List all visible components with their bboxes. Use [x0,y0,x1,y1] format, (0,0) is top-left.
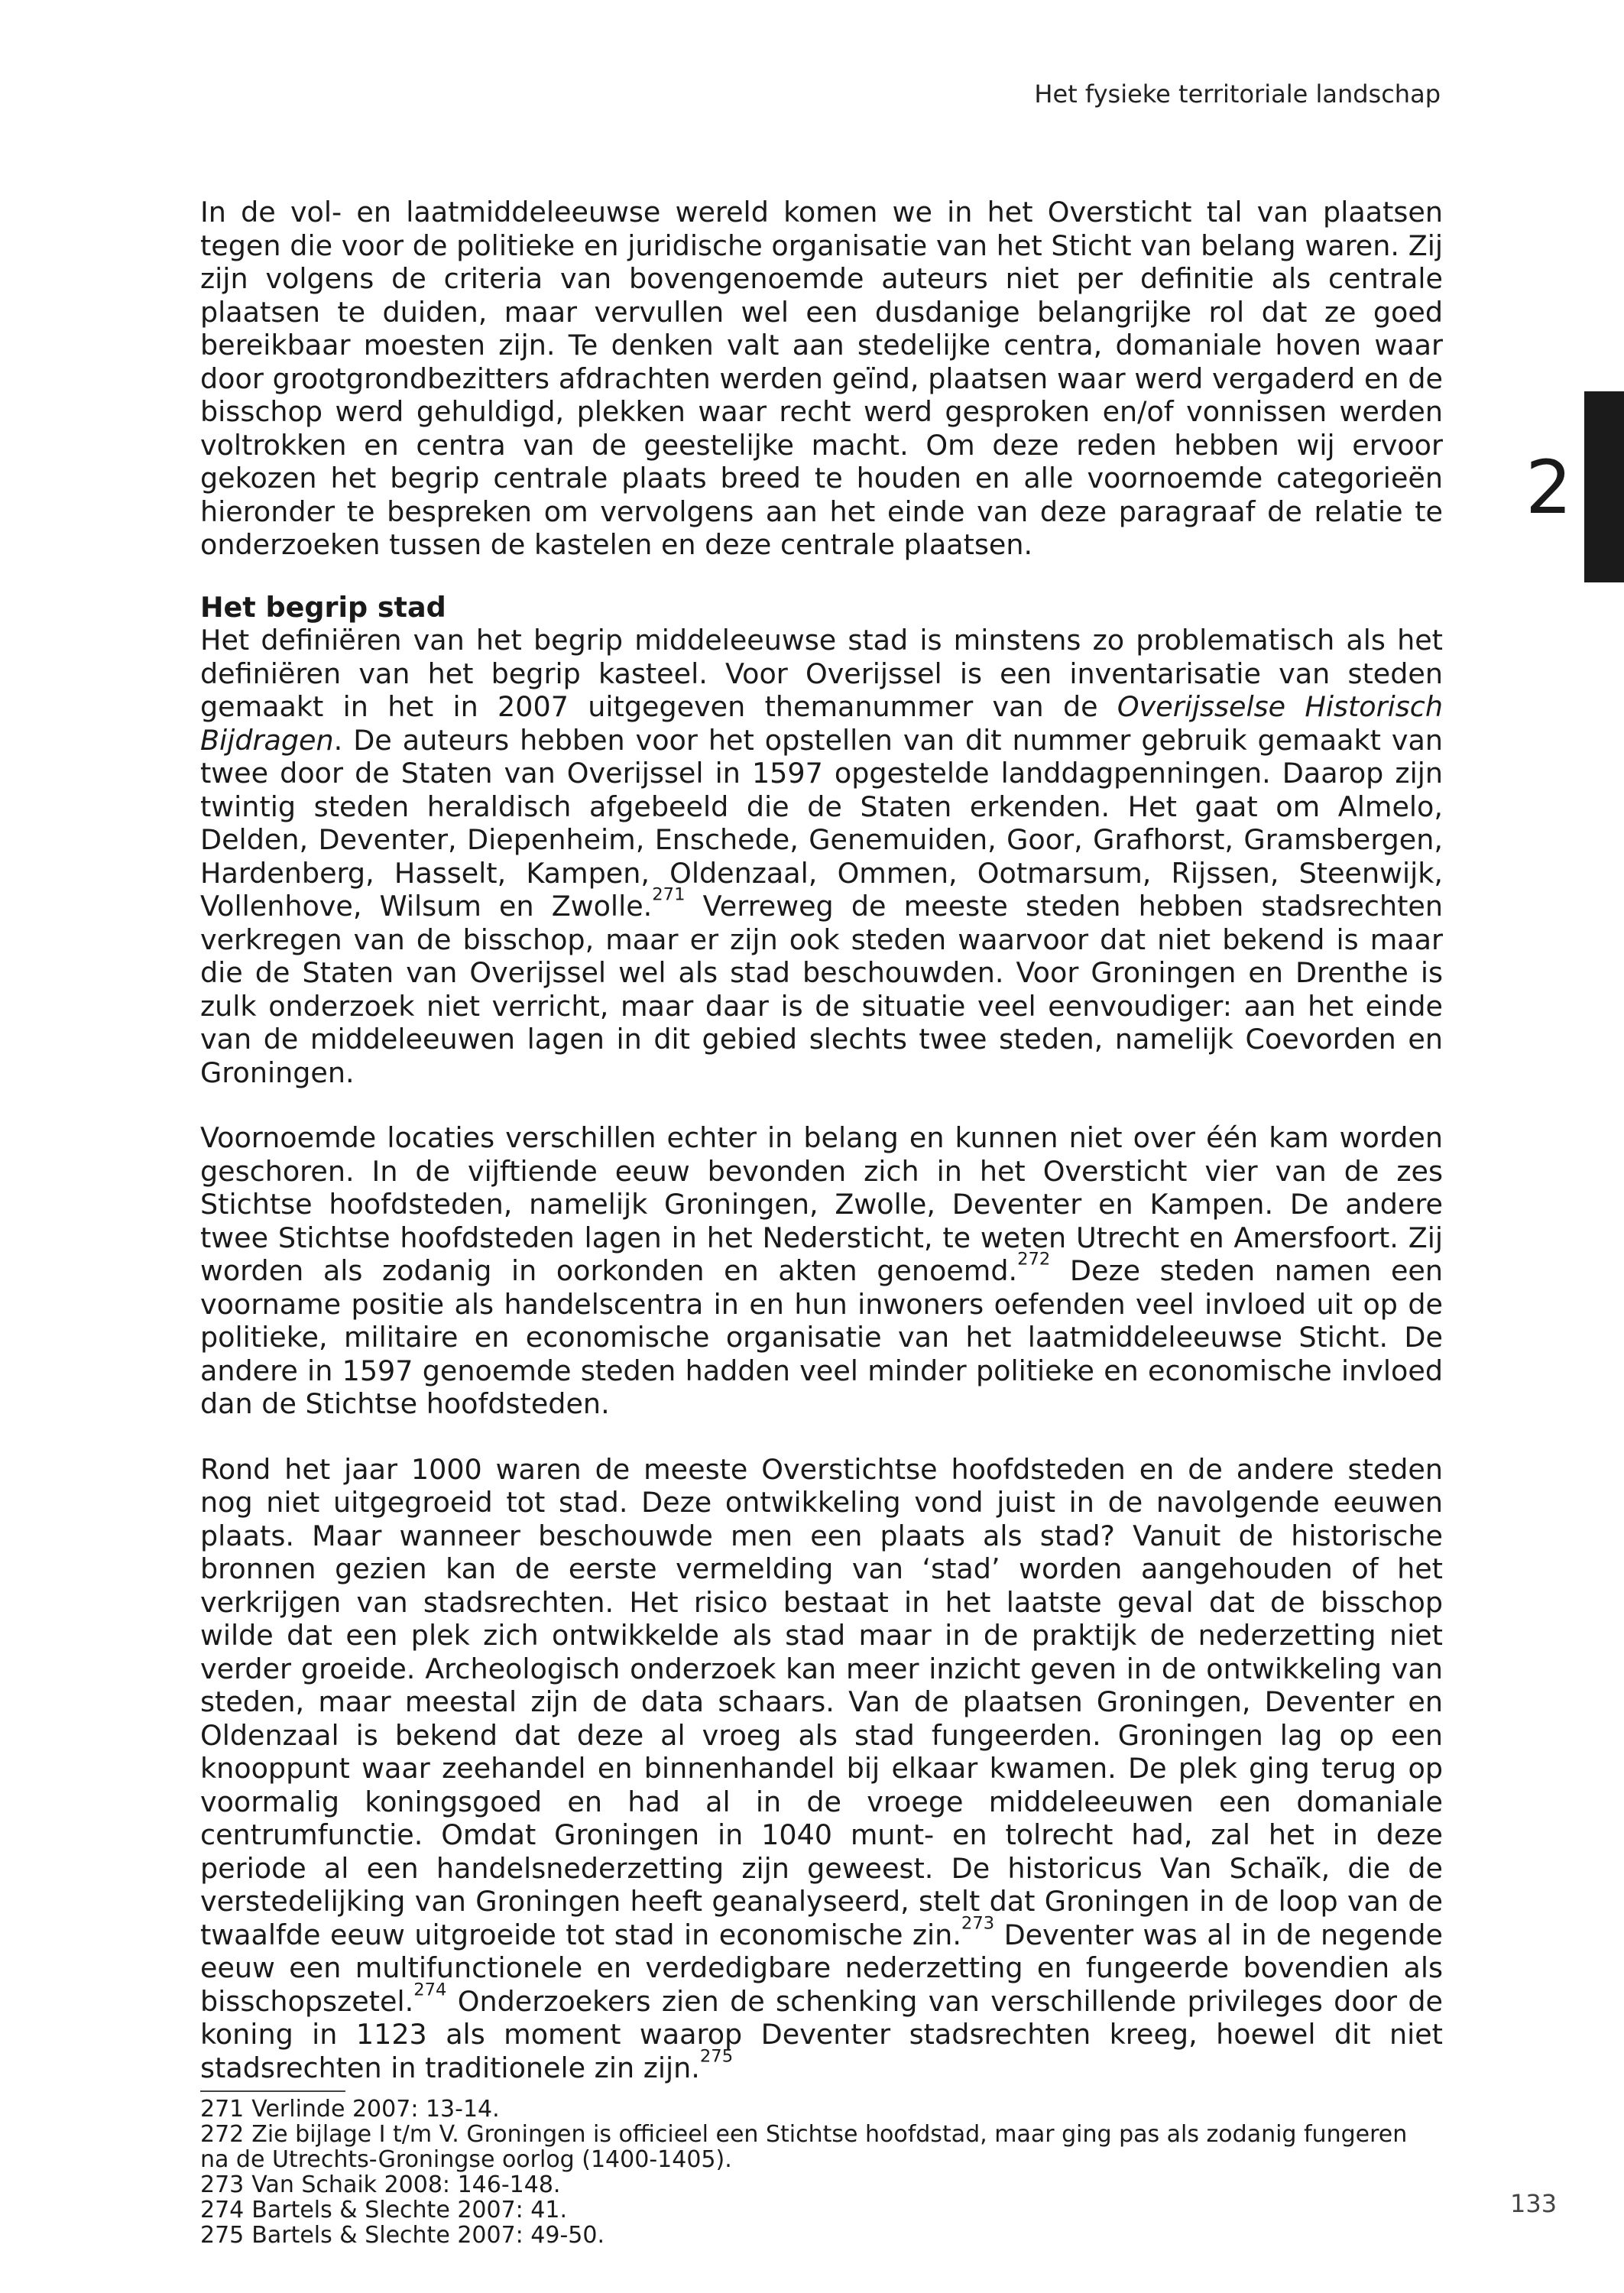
text-run: Deventer was al in de negende eeuw een multifunctionele en verdedigbare nederzetting en fungeerde bovendien als bisschopszetel. [200,1918,1443,2018]
footnote-text: Van Schaik 2008: 146-148. [251,2171,561,2198]
section-heading: Het begrip stad [200,590,446,624]
footnote-ref-274[interactable]: 274 [413,1980,447,2000]
footnotes [200,2097,1443,2248]
footnote-273 [200,2172,1443,2197]
footnote-number: 271 [200,2096,245,2123]
chapter-tab-marker [1584,391,1624,582]
footnote-ref-272[interactable]: 272 [1017,1249,1051,1270]
paragraph-stad-definition [200,624,1443,1089]
footnote-ref-275[interactable]: 275 [699,2046,734,2067]
footnote-number: 273 [200,2171,245,2198]
paragraph-jaar-1000 [200,1453,1443,2085]
text-run: Het definiëren van het begrip middeleeuwse stad is minstens zo problematisch als het definiëren van het begrip kasteel. Voor Overijssel is een inventarisatie van steden gemaakt in het in 2007 uitgegeven themanummer van de [200,624,1443,723]
journal-title: Overijsselse Historisch Bijdragen [200,690,1444,757]
footnote-272 [200,2122,1443,2172]
text-run: Verreweg de meeste steden hebben stadsrechten verkregen van de bisschop, maar er zijn ook steden waarvoor dat niet bekend is maar die de Staten van Overijssel wel als stad beschouwden. Voor Groningen en Drenthe is zulk onderzoek niet verricht, maar daar is de situatie veel eenvoudiger: aan het einde van de middeleeuwen lagen in dit gebied slechts twee steden, namelijk Coevorden en Groningen. [200,890,1443,1089]
page-number: 133 [1510,2189,1558,2218]
footnote-number: 272 [200,2121,245,2148]
chapter-number: 2 [1525,445,1573,530]
footnote-275 [200,2223,1443,2248]
text-run: Deze steden namen een voorname positie als handelscentra in en hun inwoners oefenden veel invloed uit op de politieke, militaire en economische organisatie van het laatmiddeleeuwse Sticht. De andere in 1597 genoemde steden hadden veel minder politieke en economische invloed dan de Stichtse hoofdsteden. [200,1254,1443,1420]
text-run: . De auteurs hebben voor het opstellen van dit nummer gebruik gemaakt van twee door de Staten van Overijssel in 1597 opgestelde landdagpenningen. Daarop zijn twintig steden heraldisch afgebeeld die de Staten erkenden. Het gaat om Almelo, Delden, Deventer, Diepenheim, Enschede, Genemuiden, Goor, Grafhorst, Gramsbergen, Hardenberg, Hasselt, Kampen, Oldenzaal, Ommen, Ootmarsum, Rijssen, Steenwijk, Vollenhove, Wilsum en Zwolle. [200,723,1443,923]
footnote-271 [200,2097,1443,2122]
text-run: Rond het jaar 1000 waren de meeste Overstichtse hoofdsteden en de andere steden nog niet uitgegroeid tot stad. Deze ontwikkeling vond juist in de navolgende eeuwen plaats. Maar wanneer beschouwde men een plaats als stad? Vanuit de historische bronnen gezien kan de eerste vermelding van ‘stad’ worden aangehouden of het verkrijgen van stadsrechten. Het risico bestaat in het laatste geval dat de bisschop wilde dat een plek zich ontwikkelde als stad maar in de praktijk de nederzetting niet verder groeide. Archeologisch onderzoek kan meer inzicht geven in de ontwikkeling van steden, maar meestal zijn de data schaars. Van de plaatsen Groningen, Deventer en Oldenzaal is bekend dat deze al vroeg als stad fungeerden. Groningen lag op een knooppunt waar zeehandel en binnenhandel bij elkaar kwamen. De plek ging terug op voormalig koningsgoed en had al in de vroege middeleeuwen een domaniale centrumfunctie. Omdat Groningen in 1040 munt- en tolrecht had, zal het in deze periode al een handelsnederzetting zijn geweest. De historicus Van Schaïk, die de verstedelijking van Groningen heeft geanalyseerd, stelt dat Groningen in de loop van de twaalfde eeuw uitgroeide tot stad in economische zin. [200,1452,1443,1951]
text-run: Onderzoekers zien de schenking van verschillende privileges door de koning in 1123 als moment waarop Deventer stadsrechten kreeg, hoewel dit niet stadsrechten in traditionele zin zijn. [200,1984,1443,2084]
footnote-number: 275 [200,2222,245,2249]
text-run: Voornoemde locaties verschillen echter in belang en kunnen niet over één kam worden geschoren. In de vijftiende eeuw bevonden zich in het Oversticht vier van de zes Stichtse hoofdsteden, namelijk Groningen, Zwolle, Deventer en Kampen. De andere twee Stichtse hoofdsteden lagen in het Nedersticht, te weten Utrecht en Amersfoort. Zij worden als zodanig in oorkonden en akten genoemd. [200,1121,1443,1287]
paragraph-hoofdsteden [200,1121,1443,1421]
footnote-274 [200,2197,1443,2223]
footnote-ref-273[interactable]: 273 [961,1913,995,1934]
main-text [200,196,1443,2248]
intro-paragraph: In de vol- en laatmiddeleeuwse wereld komen we in het Oversticht tal van plaatsen tegen die voor de politieke en juridische organisatie van het Sticht van belang waren. Zij zijn volgens de criteria van bovengenoemde auteurs niet per definitie als centrale plaatsen te duiden, maar vervullen wel een dusdanige belangrijke rol dat ze goed bereikbaar moesten zijn. Te denken valt aan stedelijke centra, domaniale hoven waar door grootgrondbezitters afdrachten werden geïnd, plaatsen waar werd vergaderd en de bisschop werd gehuldigd, plekken waar recht werd gesproken en/of vonnissen werden voltrokken en centra van de geestelijke macht. Om deze reden hebben wij ervoor gekozen het begrip centrale plaats breed te houden en alle voornoemde categorieën hieronder te bespreken om vervolgens aan het einde van deze paragraaf de relatie te onderzoeken tussen de kastelen en deze centrale plaatsen. [200,196,1443,561]
footnote-text: Bartels & Slechte 2007: 49-50. [251,2222,605,2249]
footnote-text: Verlinde 2007: 13-14. [251,2096,500,2123]
footnote-text: Bartels & Slechte 2007: 41. [251,2197,568,2223]
running-header: Het fysieke territoriale landschap [1034,79,1441,109]
footnote-number: 274 [200,2197,245,2223]
footnote-divider [200,2090,345,2092]
footnote-text: Zie bijlage I t/m V. Groningen is officieel een Stichtse hoofdstad, maar ging pas als zodanig fungeren na de Utrechts-Groningse oorlog (1400-1405). [200,2121,1408,2173]
footnote-ref-271[interactable]: 271 [652,884,686,905]
